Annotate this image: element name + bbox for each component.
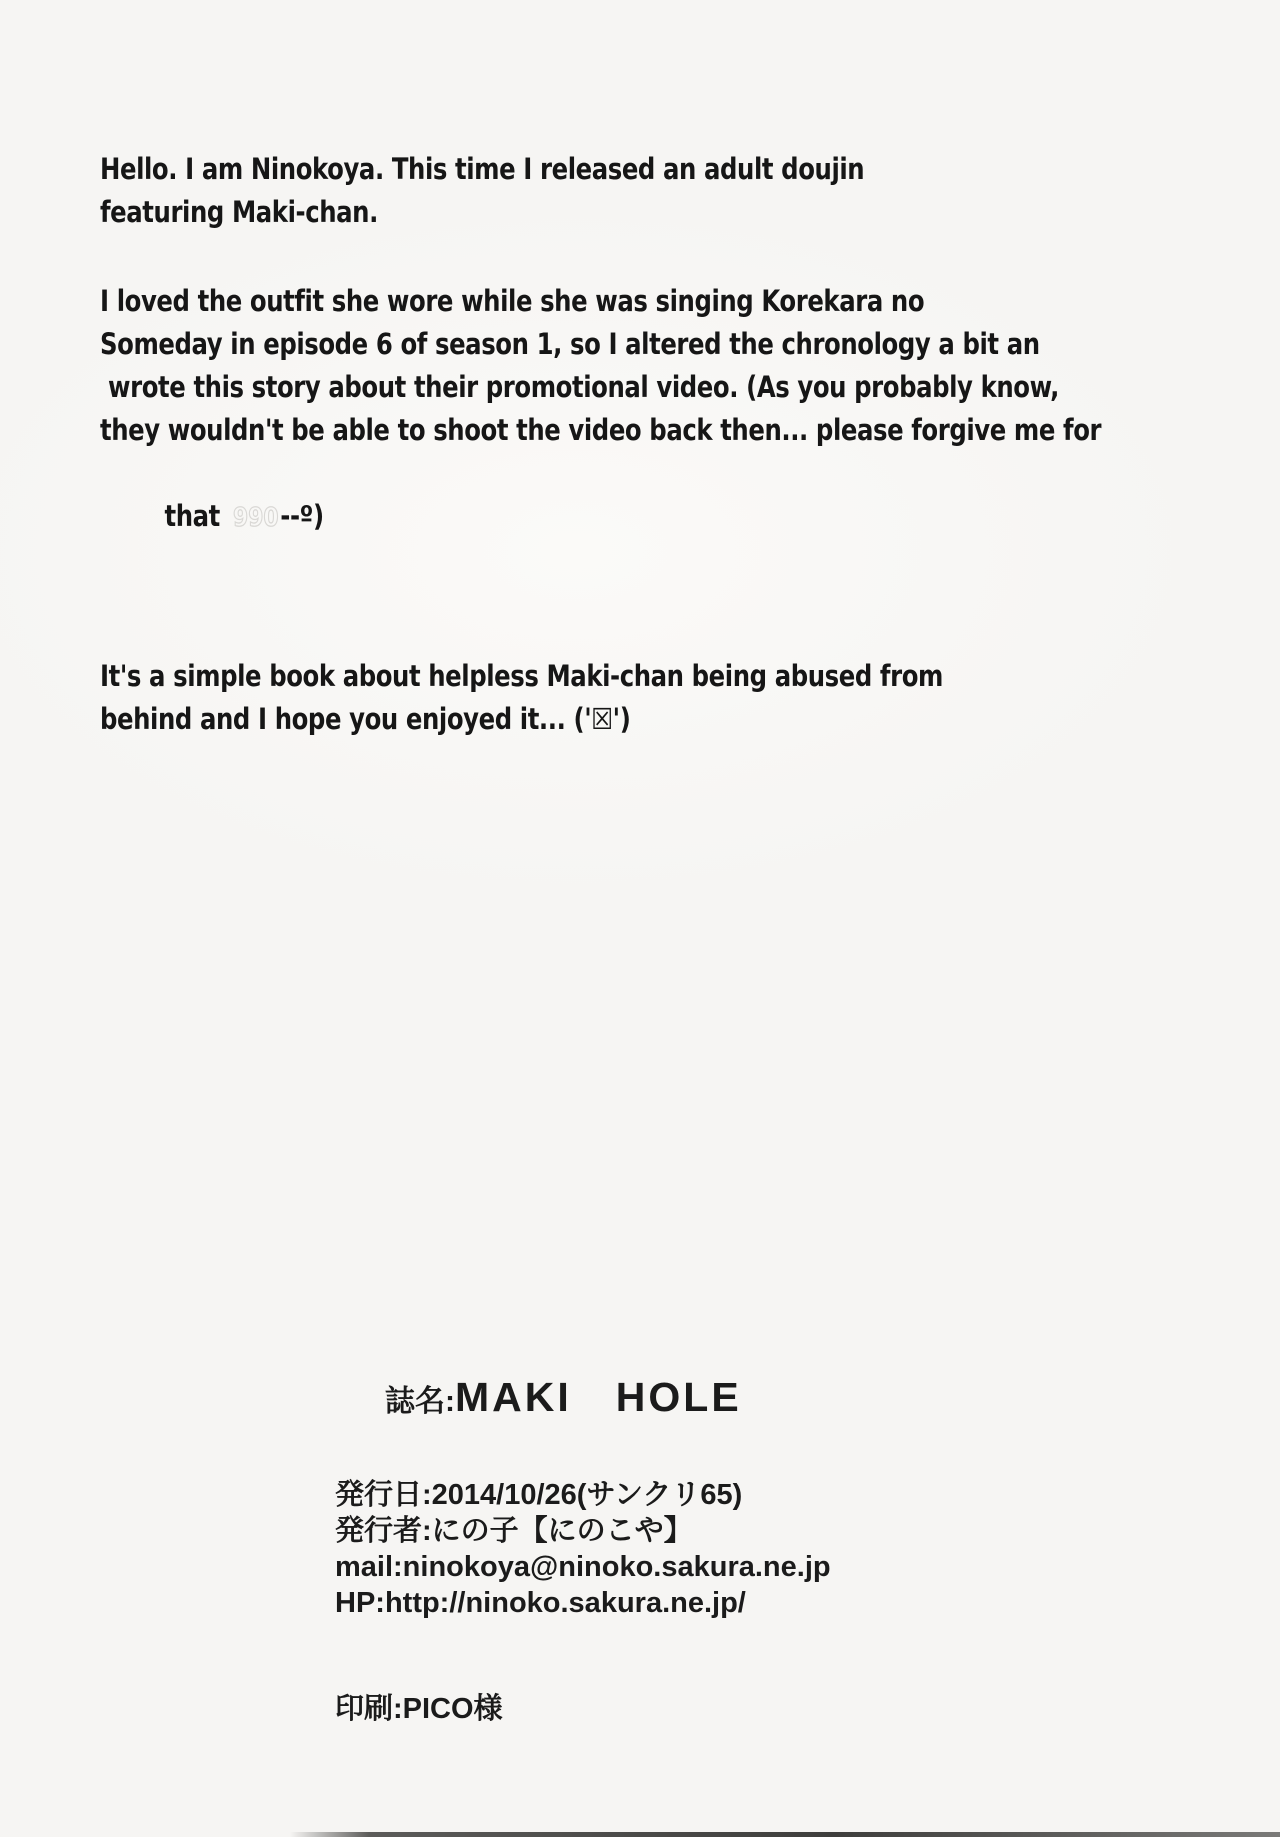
printer-line: 印刷:PICO様 — [335, 1693, 503, 1725]
publish-date-line: 発行日:2014/10/26(サンクリ65) — [335, 1479, 743, 1511]
book-title-line — [335, 1328, 831, 1471]
afterword-line: wrote this story about their promotional video. (As you probably know, — [100, 370, 1059, 404]
afterword-line: behind and I hope you enjoyed it... ('☒') — [100, 702, 631, 736]
afterword-line-with-emoticon — [100, 452, 1192, 583]
emoticon-line-prefix: that — [164, 499, 228, 533]
afterword-line: It's a simple book about helpless Maki-chan being abused from — [100, 659, 943, 693]
afterword-text-block — [100, 148, 1192, 787]
mail-line: mail:ninokoya@ninoko.sakura.ne.jp — [335, 1551, 831, 1583]
afterword-line: Hello. I am Ninokoya. This time I released an adult doujin — [100, 152, 865, 186]
colophon-block — [335, 1328, 831, 1727]
book-title: MAKI HOLE — [455, 1374, 742, 1420]
afterword-line: they wouldn't be able to shoot the video back then... please forgive me for — [100, 413, 1102, 447]
afterword-line: featuring Maki-chan. — [100, 195, 378, 229]
ghost-watermark-text: 990 — [232, 503, 279, 533]
homepage-line: HP:http://ninoko.sakura.ne.jp/ — [335, 1587, 746, 1619]
afterword-paragraph-3 — [100, 655, 1192, 741]
publisher-line: 発行者:にの子【にのこや】 — [335, 1515, 693, 1547]
afterword-paragraph-1 — [100, 148, 1192, 234]
afterword-line: I loved the outfit she wore while she was singing Korekara no — [100, 284, 925, 318]
scan-edge-artifact — [290, 1832, 1280, 1837]
bowing-emoticon: --º) — [280, 499, 324, 533]
book-title-label: 誌名: — [385, 1385, 456, 1418]
afterword-paragraph-2 — [100, 280, 1192, 583]
afterword-line: Someday in episode 6 of season 1, so I altered the chronology a bit an — [100, 327, 1040, 361]
